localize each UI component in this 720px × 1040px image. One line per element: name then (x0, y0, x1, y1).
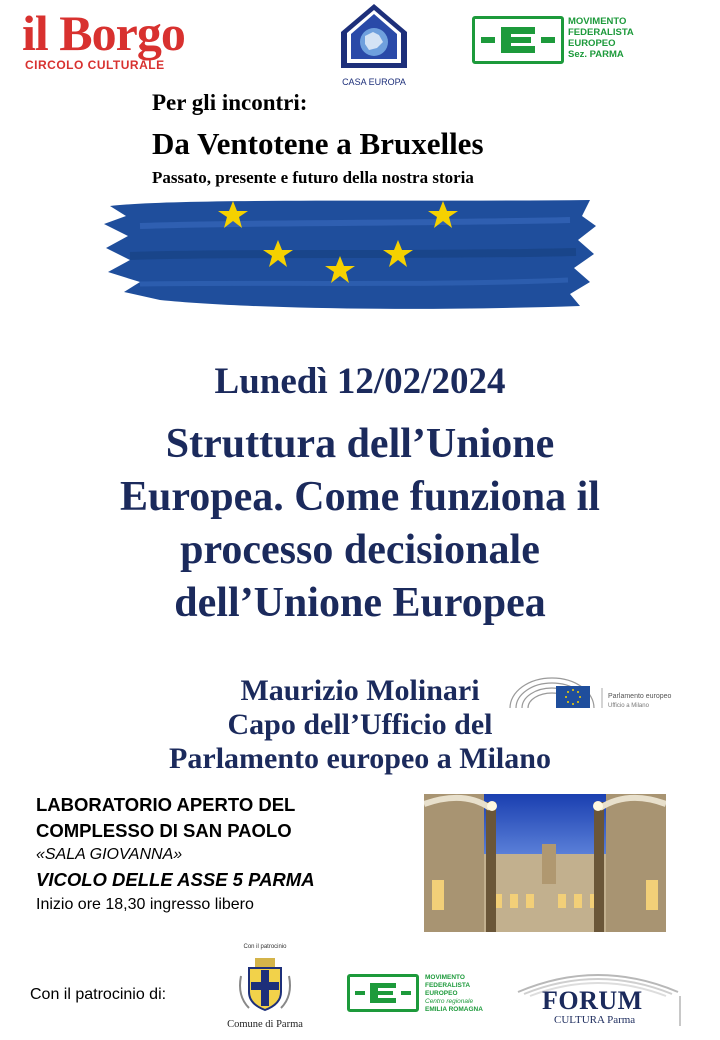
event-date: Lunedì 12/02/2024 (214, 361, 506, 402)
forum-title: FORUM (542, 986, 643, 1015)
mfe2-line: MOVIMENTO (425, 974, 465, 981)
mfe-emilia-romagna-logo (347, 974, 497, 1018)
mfe-parma-logo (472, 14, 672, 70)
event-title-line: processo decisionale (180, 527, 540, 573)
eu-flag-brushstroke (100, 196, 600, 316)
event-title-line: dell’Unione Europea (174, 580, 546, 626)
mfe2-line: EMILIA ROMAGNA (425, 1006, 483, 1013)
patronage-label: Con il patrocinio di: (30, 986, 167, 1003)
mfe-line: FEDERALISTA (568, 27, 634, 38)
mfe2-line: EUROPEO (425, 990, 458, 997)
speaker-role: Capo dell’Ufficio del (227, 708, 493, 741)
series-title: Da Ventotene a Bruxelles (152, 126, 484, 161)
mfe-text (568, 16, 634, 60)
il-borgo-logo (22, 5, 252, 74)
speaker-role: Parlamento europeo a Milano (169, 742, 551, 775)
mfe-line: Sez. PARMA (568, 49, 624, 60)
comune-parma-logo (222, 944, 308, 1034)
casa-europa-label: CASA EUROPA (342, 77, 406, 87)
mfe2-line: Centro regionale (425, 998, 474, 1005)
forum-cultura-logo (512, 962, 684, 1032)
series-subtitle: Passato, presente e futuro della nostra storia (152, 168, 474, 187)
mfe2-text (425, 974, 483, 1014)
casa-europa-logo (336, 2, 412, 86)
ep-logo-line1: Parlamento europeo (608, 693, 672, 700)
forum-subtitle: CULTURA Parma (554, 1014, 636, 1026)
parlamento-europeo-logo (506, 668, 676, 716)
event-title-line: Europea. Come funziona il (120, 474, 600, 520)
venue-time: Inizio ore 18,30 ingresso libero (36, 896, 254, 913)
comune-parma-crest (235, 956, 295, 1014)
mfe-e-logo (347, 974, 419, 1012)
event-title-line: Struttura dell’Unione (165, 421, 555, 467)
mfe-line: EUROPEO (568, 38, 616, 49)
speaker-name: Maurizio Molinari (240, 674, 480, 707)
borgo-subtitle: CIRCOLO CULTURALE (25, 58, 165, 72)
mfe-line: MOVIMENTO (568, 16, 627, 27)
comune-name: Comune di Parma (227, 1019, 303, 1030)
venue-block (36, 792, 416, 916)
venue-line: COMPLESSO DI SAN PAOLO (36, 820, 292, 841)
intro-label: Per gli incontri: (152, 90, 308, 115)
venue-hall: «SALA GIOVANNA» (36, 846, 183, 863)
comune-small-text: Con il patrocinio (243, 944, 287, 950)
event-title (20, 418, 700, 630)
venue-line: LABORATORIO APERTO DEL (36, 794, 296, 815)
mfe2-line: FEDERALISTA (425, 982, 471, 989)
venue-photo (424, 794, 666, 932)
ep-logo-line2: Ufficio a Milano (608, 703, 649, 709)
mfe-e-logo (472, 16, 564, 64)
venue-address: VICOLO DELLE ASSE 5 PARMA (36, 869, 315, 890)
borgo-title: il Borgo (22, 5, 185, 61)
casa-europa-house-icon (339, 2, 409, 70)
